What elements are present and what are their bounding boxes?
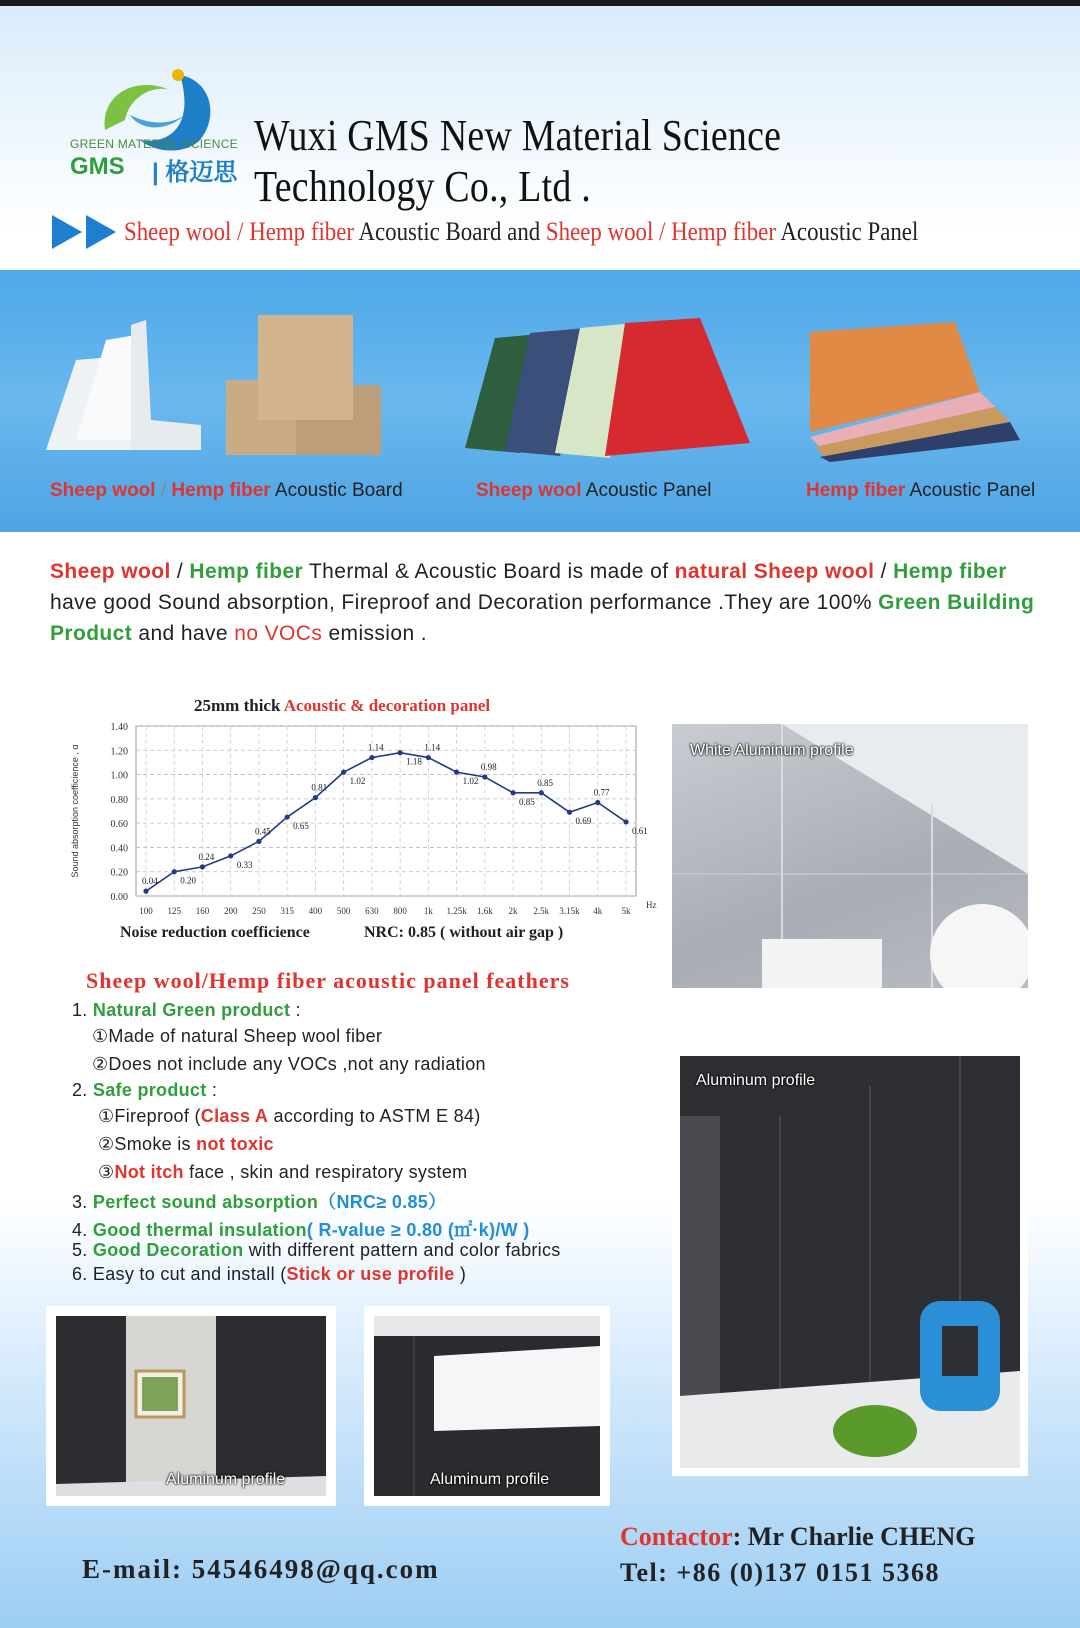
chart-point	[172, 869, 177, 874]
chart-y-tick-label: 0.40	[110, 843, 128, 855]
chart-point	[454, 770, 459, 775]
chart-footer-label: Noise reduction coefficience	[120, 924, 310, 941]
hemp-panel-image	[805, 322, 1045, 462]
chart-data-label: 0.81	[311, 782, 328, 793]
phone-contact[interactable]: Tel: +86 (0)137 0151 5368	[620, 1558, 941, 1587]
photo-label: Aluminum profile	[430, 1471, 550, 1488]
photo-white-profile	[672, 724, 1028, 988]
chart-point	[313, 795, 318, 800]
photo-aluminum-profile-1	[46, 1306, 336, 1506]
room-illustration	[374, 1316, 600, 1496]
chart-x-unit: Hz	[646, 900, 657, 910]
chart-x-tick-label: 630	[365, 906, 379, 916]
chart-x-tick-label: 2k	[508, 906, 518, 916]
feature-1: 1. Natural Green product :	[72, 1000, 301, 1020]
chart-point	[595, 800, 600, 805]
chart-point	[341, 770, 346, 775]
chart-data-label: 0.65	[293, 821, 309, 832]
chart-data-label: 1.02	[462, 776, 479, 787]
chart-data-label: 0.69	[575, 816, 592, 827]
feature-6: 6. Easy to cut and install (Stick or use profile )	[72, 1264, 467, 1284]
features-title: Sheep wool/Hemp fiber acoustic panel feathers	[86, 968, 570, 993]
chart-data-label: 0.45	[254, 826, 271, 837]
chart-x-tick-label: 2.5k	[533, 906, 550, 916]
chart-data-label: 0.20	[180, 875, 196, 886]
logo-brand: GMS	[70, 153, 125, 180]
chart-point	[623, 819, 628, 824]
caption-acoustic-board: Sheep wool / Hemp fiber Acoustic Board	[50, 480, 403, 501]
feature-2a: ①Fireproof (Class A according to ASTM E 84)	[98, 1106, 481, 1126]
chart-x-tick-label: 5k	[621, 906, 631, 916]
chart-data-label: 0.85	[537, 777, 554, 788]
chart-x-tick-label: 3.15k	[559, 906, 580, 916]
chart-x-tick-label: 315	[280, 906, 294, 916]
chart-point	[228, 853, 233, 858]
caption-sheep-panel: Sheep wool Acoustic Panel	[476, 480, 712, 501]
feature-2b: ②Smoke is not toxic	[98, 1134, 274, 1154]
chart-x-tick-label: 100	[139, 906, 153, 916]
chart-point	[369, 755, 374, 760]
chart-y-tick-label: 0.60	[110, 819, 128, 831]
chart-plot-area	[136, 726, 636, 896]
chart-data-label: 1.18	[406, 756, 422, 767]
chart-x-tick-label: 500	[336, 906, 351, 916]
chart-point	[285, 814, 290, 819]
acoustic-board-image	[36, 300, 396, 470]
feature-3: 3. Perfect sound absorption（NRC≥ 0.85）	[72, 1192, 447, 1212]
contactor-name: Contactor: Mr Charlie CHENG	[620, 1522, 976, 1551]
feature-2c: ③Not itch face , skin and respiratory system	[98, 1162, 468, 1182]
chart-x-tick-label: 4k	[593, 906, 603, 916]
chart-point	[143, 889, 148, 894]
chart-data-label: 1.14	[367, 742, 384, 753]
chart-data-label: 0.61	[632, 825, 648, 836]
chart-point	[510, 790, 515, 795]
chart-point	[398, 750, 403, 755]
chart-data-label: 0.24	[198, 851, 215, 862]
chart-y-tick-label: 1.40	[110, 722, 128, 733]
product-subtitle: Sheep wool / Hemp fiber Acoustic Board and Sheep wool / Hemp fiber Acoustic Panel	[124, 217, 919, 246]
chart-point	[256, 839, 261, 844]
chart-point	[539, 790, 544, 795]
chart-title: 25mm thick Acoustic & decoration panel	[194, 696, 491, 715]
room-illustration	[672, 724, 1028, 988]
photo-label: White Aluminum profile	[690, 742, 854, 759]
chart-y-tick-label: 1.20	[110, 746, 128, 758]
feature-5: 5. Good Decoration with different pattern and color fabrics	[72, 1240, 561, 1260]
chart-data-label: 0.85	[519, 796, 535, 807]
chart-point	[426, 755, 431, 760]
chart-nrc-label: NRC: 0.85 ( without air gap )	[364, 924, 564, 941]
chart-data-label: 0.33	[236, 859, 253, 870]
chart-x-tick-label: 1.25k	[446, 906, 467, 916]
office-illustration	[680, 1056, 1020, 1468]
chart-x-tick-label: 400	[308, 906, 323, 916]
intro-paragraph: Sheep wool / Hemp fiber Thermal & Acoustic Board is made of natural Sheep wool / Hemp fiber have good Sound absorption, Fireproof and Decoration performance .They are 100% Green Building Product and have no VOCs emission .	[50, 560, 1035, 645]
arrow-icon	[52, 215, 82, 249]
acoustic-panel-image	[460, 318, 750, 458]
chart-x-tick-label: 1.6k	[476, 906, 493, 916]
feature-4: 4. Good thermal insulation( R-value ≥ 0.80 (㎡·k)/W )	[72, 1220, 530, 1240]
photo-label: Aluminum profile	[696, 1072, 816, 1089]
chart-data-label: 1.02	[349, 776, 366, 787]
chart-x-tick-label: 125	[167, 906, 181, 916]
chart-point	[567, 810, 572, 815]
company-name: Wuxi GMS New Material Science Technology Co., Ltd .	[254, 111, 782, 211]
email-contact[interactable]: E-mail: 54546498@qq.com	[82, 1554, 440, 1584]
chart-data-label: 1.14	[424, 742, 441, 753]
chart-point	[482, 774, 487, 779]
photo-label: Aluminum profile	[166, 1471, 286, 1488]
chart-y-tick-label: 0.00	[110, 892, 128, 903]
chart-y-tick-label: 1.00	[110, 770, 128, 782]
chart-y-axis-label: Sound absorption coefficience , α	[70, 744, 80, 878]
chart-point	[200, 864, 205, 869]
chart-data-label: 0.98	[480, 762, 497, 772]
photo-aluminum-profile-2	[364, 1306, 610, 1506]
chart-data-label: 0.04	[142, 876, 158, 887]
photo-aluminum-profile-large	[672, 1048, 1028, 1476]
arrow-icon	[86, 215, 116, 249]
logo-chinese: | 格迈思	[152, 159, 238, 186]
feature-1a: ①Made of natural Sheep wool fiber	[92, 1026, 383, 1046]
chart-x-tick-label: 200	[223, 906, 238, 916]
chart-x-tick-label: 800	[393, 906, 407, 916]
room-illustration	[56, 1316, 326, 1496]
subtitle-row	[52, 212, 1027, 252]
caption-hemp-panel: Hemp fiber Acoustic Panel	[806, 480, 1036, 501]
chart-y-tick-label: 0.20	[110, 867, 128, 879]
chart-x-tick-label: 250	[252, 906, 266, 916]
absorption-chart	[66, 714, 660, 924]
chart-x-tick-label: 1k	[423, 906, 433, 916]
chart-y-tick-label: 0.80	[110, 794, 128, 806]
feature-1b: ②Does not include any VOCs ,not any radiation	[92, 1054, 486, 1074]
chart-x-tick-label: 160	[195, 906, 210, 916]
logo-tagline: GREEN MATERIAL SCIENCE	[70, 137, 238, 151]
chart-data-label: 0.77	[593, 787, 610, 798]
feature-2: 2. Safe product :	[72, 1080, 218, 1100]
